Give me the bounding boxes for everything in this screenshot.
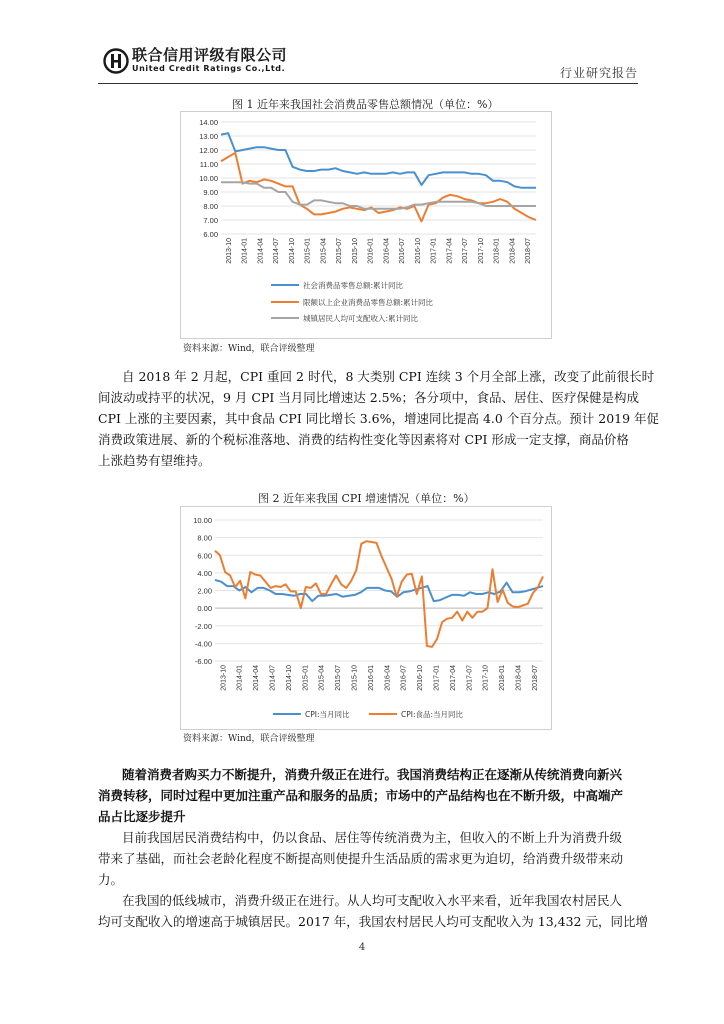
x-tick-label: 2016-01 [367, 665, 375, 691]
y-tick-label: -2.00 [194, 621, 212, 631]
page-number: 4 [358, 942, 366, 953]
x-tick-label: 2015-07 [335, 665, 343, 691]
figure1-chart [180, 111, 552, 339]
y-tick-label: 9.00 [203, 188, 218, 197]
header-divider [98, 83, 638, 84]
paragraph-line: 力。 [98, 872, 124, 887]
paragraph-consumption-structure [98, 827, 638, 890]
x-tick-label: 2014-04 [253, 665, 261, 691]
x-tick-label: 2018-07 [531, 665, 539, 691]
y-tick-label: -4.00 [194, 639, 212, 649]
paragraph-line: 自 2018 年 2 月起，CPI 重回 2 时代，8 大类别 CPI 连续 3 个月全部上涨，改变了此前很长时 [122, 369, 655, 384]
document-type-label: 行业研究报告 [559, 66, 638, 80]
x-tick-label: 2018-01 [493, 238, 501, 264]
x-tick-label: 2015-10 [351, 665, 359, 691]
x-tick-label: 2016-10 [414, 238, 422, 264]
x-tick-label: 2015-07 [336, 238, 344, 264]
x-tick-label: 2017-04 [449, 665, 457, 691]
figure2-chart [180, 506, 552, 730]
legend-label: CPI:当月同比 [305, 710, 350, 719]
y-tick-label: 14.00 [199, 118, 218, 127]
paragraph-cpi-overview [98, 366, 660, 471]
figure2-source: 资料来源：Wind，联合评级整理 [183, 734, 315, 744]
paragraph-line: CPI 上涨的主要因素，其中食品 CPI 同比增长 3.6%，增速同比提高 4.0 个百分点。预计 2019 年促 [98, 411, 660, 426]
y-tick-label: 10.00 [199, 174, 218, 183]
paragraph-rural-income [98, 890, 648, 932]
x-tick-label: 2014-04 [257, 238, 265, 264]
figure2-chart-svg [181, 507, 551, 729]
paragraph-line: 在我国的低线城市，消费升级正在进行。从人均可支配收入水平来看，近年我国农村居民人 [122, 893, 623, 908]
y-tick-label: 2.00 [197, 586, 212, 596]
series-line [221, 182, 536, 209]
x-tick-label: 2015-01 [304, 238, 312, 264]
paragraph-line: 均可支配收入的增速高于城镇居民。2017 年，我国农村居民人均可支配收入为 13,432 元，同比增 [98, 914, 648, 929]
company-logo-icon [103, 48, 129, 74]
x-tick-label: 2014-01 [241, 238, 249, 264]
heading-line: 消费转移，同时过程中更加注重产品和服务的品质；市场中的产品结构也在不断升级，中高端产 [98, 788, 624, 803]
figure2-caption: 图 2 近年来我国 CPI 增速情况（单位：%） [258, 492, 475, 505]
y-tick-label: 11.00 [199, 160, 218, 169]
x-tick-label: 2017-07 [466, 665, 474, 691]
x-tick-label: 2017-04 [446, 238, 454, 264]
x-tick-label: 2016-04 [384, 665, 392, 691]
paragraph-line: 带来了基础，而社会老龄化程度不断提高则使提升生活品质的需求更为迫切，给消费升级带来动 [98, 851, 624, 866]
x-tick-label: 2018-01 [499, 665, 507, 691]
x-tick-label: 2017-01 [433, 665, 441, 691]
x-tick-label: 2015-04 [320, 238, 328, 264]
x-tick-label: 2016-07 [400, 665, 408, 691]
paragraph-line: 间波动或持平的状况，9 月 CPI 当月同比增速达 2.5%；各分项中，食品、居住、医疗保健是构成 [98, 390, 640, 405]
company-name-cn: 联合信用评级有限公司 [132, 46, 288, 64]
heading-line: 品占比逐步提升 [98, 809, 186, 824]
x-tick-label: 2014-10 [285, 665, 293, 691]
x-tick-label: 2017-10 [477, 238, 485, 264]
x-tick-label: 2017-01 [430, 238, 438, 264]
heading-line: 随着消费者购买力不断提升，消费升级正在进行。我国消费结构正在逐渐从传统消费向新兴 [122, 767, 623, 782]
x-tick-label: 2015-10 [351, 238, 359, 264]
y-tick-label: 8.00 [203, 202, 218, 211]
paragraph-line: 上涨趋势有望维持。 [98, 453, 211, 468]
section-heading [98, 764, 638, 827]
x-tick-label: 2016-01 [367, 238, 375, 264]
figure1-chart-svg [181, 112, 551, 338]
x-tick-label: 2016-10 [417, 665, 425, 691]
y-tick-label: 7.00 [203, 216, 218, 225]
figure1-source: 资料来源：Wind，联合评级整理 [183, 344, 315, 354]
figure1-caption: 图 1 近年来我国社会消费品零售总额情况（单位：%） [232, 98, 499, 111]
x-tick-label: 2015-01 [302, 665, 310, 691]
y-tick-label: 8.00 [197, 533, 212, 543]
x-tick-label: 2013-10 [225, 238, 233, 264]
x-tick-label: 2014-07 [273, 238, 281, 264]
y-tick-label: 6.00 [203, 230, 218, 239]
x-tick-label: 2013-10 [220, 665, 228, 691]
y-tick-label: 12.00 [199, 146, 218, 155]
legend-label: 城镇居民人均可支配收入:累计同比 [303, 314, 419, 323]
x-tick-label: 2016-04 [383, 238, 391, 264]
x-tick-label: 2017-07 [462, 238, 470, 264]
y-tick-label: 6.00 [197, 551, 212, 561]
x-tick-label: 2018-04 [509, 238, 517, 264]
x-tick-label: 2017-10 [482, 665, 490, 691]
y-tick-label: 4.00 [197, 568, 212, 578]
x-tick-label: 2018-07 [525, 238, 533, 264]
x-tick-label: 2014-01 [236, 665, 244, 691]
company-name-en: United Credit Ratings Co.,Ltd. [132, 64, 286, 73]
legend-label: 限额以上企业消费品零售总额:累计同比 [303, 298, 434, 307]
y-tick-label: 0.00 [197, 604, 212, 614]
x-tick-label: 2015-04 [318, 665, 326, 691]
x-tick-label: 2014-10 [288, 238, 296, 264]
paragraph-line: 消费政策进展、新的个税标准落地、消费的结构性变化等因素将对 CPI 形成一定支撑，商品价格 [98, 432, 629, 447]
legend-label: 社会消费品零售总额:累计同比 [303, 281, 404, 290]
y-tick-label: -6.00 [194, 657, 212, 666]
x-tick-label: 2016-07 [399, 238, 407, 264]
paragraph-line: 目前我国居民消费结构中，仍以食品、居住等传统消费为主，但收入的不断上升为消费升级 [122, 830, 623, 845]
y-tick-label: 10.00 [193, 516, 212, 525]
x-tick-label: 2014-07 [269, 665, 277, 691]
y-tick-label: 13.00 [199, 132, 218, 141]
legend-label: CPI:食品:当月同比 [401, 710, 464, 719]
x-tick-label: 2018-04 [515, 665, 523, 691]
